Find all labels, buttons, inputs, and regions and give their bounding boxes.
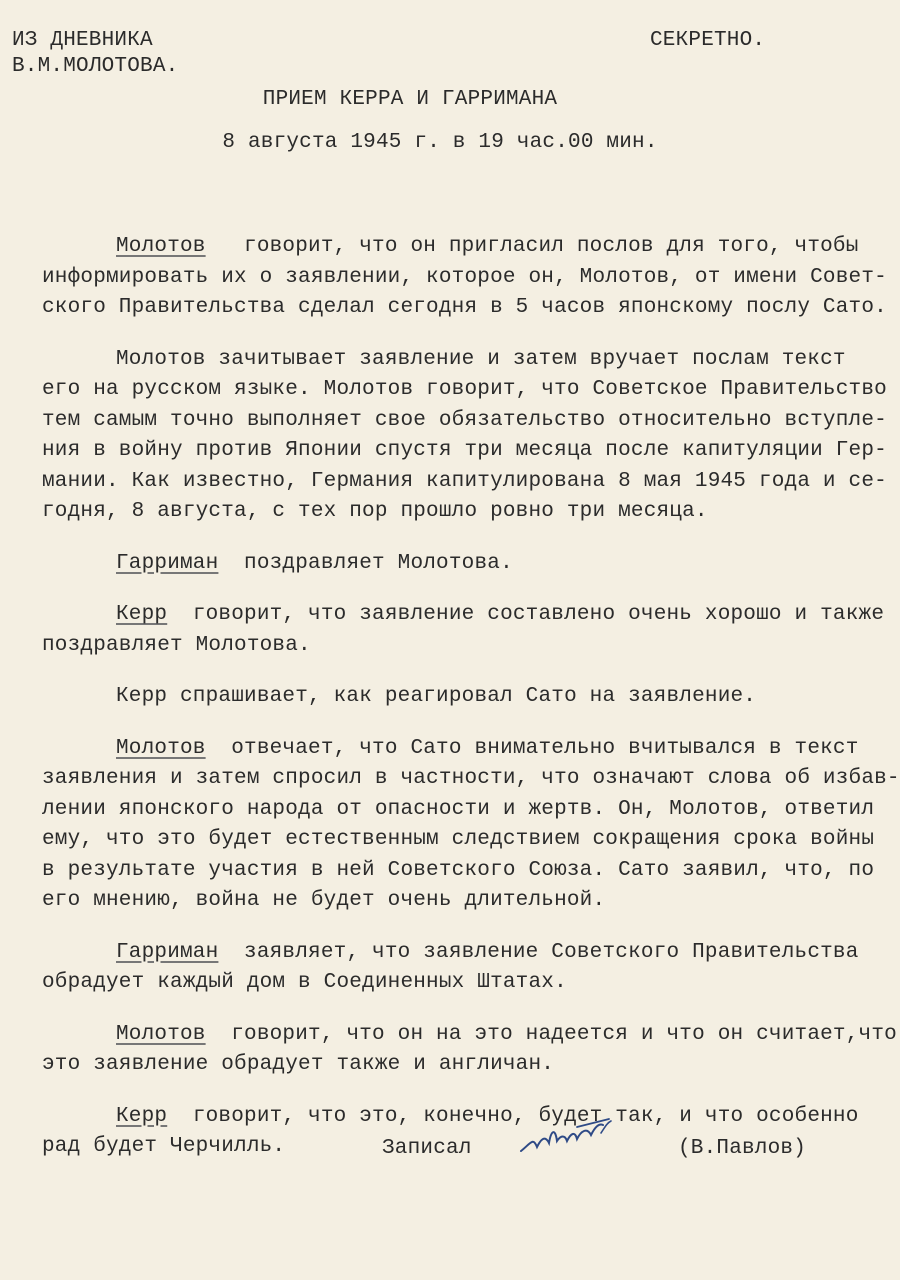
source-line-1: ИЗ ДНЕВНИКА <box>12 29 153 52</box>
paragraph-line <box>42 968 872 999</box>
meeting-datetime: 8 августа 1945 г. в 19 час.00 мин. <box>222 131 658 154</box>
line-text: его на русском языке. Молотов говорит, что Советское Правительство <box>42 378 887 401</box>
handwritten-signature-icon <box>517 1113 617 1163</box>
paragraph <box>42 549 872 580</box>
line-text: ского Правительства сделал сегодня в 5 часов японскому послу Сато. <box>42 296 887 319</box>
line-text: заявляет, что заявление Советского Правительства <box>218 940 859 964</box>
paragraph-line <box>42 497 872 528</box>
paragraph <box>42 345 887 528</box>
paragraph-line <box>42 375 887 406</box>
speaker-name: Молотов <box>116 235 206 258</box>
line-text: его мнению, война не будет очень длительной. <box>42 889 606 912</box>
paragraph-line <box>42 938 872 969</box>
paragraph-line <box>42 1050 872 1081</box>
line-text: тем самым точно выполняет свое обязательство относительно вступле- <box>42 408 887 432</box>
paragraph-line <box>42 886 872 917</box>
line-text: это заявление обрадует также и англичан. <box>42 1053 555 1076</box>
paragraph-line <box>42 467 887 498</box>
paragraph-line <box>42 631 872 662</box>
document-title: ПРИЕМ КЕРРА И ГАРРИМАНА <box>262 88 558 111</box>
paragraph <box>42 1020 897 1081</box>
line-text: в результате участия в ней Советского Союза. Сато заявил, что, по <box>42 858 875 882</box>
recorder-name: (В.Павлов) <box>678 1137 807 1160</box>
line-text: информировать их о заявлении, которое он, Молотов, от имени Совет- <box>42 265 887 289</box>
speaker-name: Керр <box>116 603 168 626</box>
document-body <box>42 232 900 1184</box>
line-text: отвечает, что Сато внимательно вчитывался в текст <box>205 736 859 760</box>
paragraph-line <box>42 734 872 765</box>
paragraph <box>42 232 887 324</box>
line-text: рад будет Черчилль. <box>42 1135 286 1158</box>
paragraph-line <box>42 600 885 631</box>
line-text: поздравляет Молотова. <box>42 633 311 657</box>
speaker-name: Молотов <box>116 1022 206 1046</box>
line-text: Молотов зачитывает заявление и затем вручает послам текст <box>116 347 846 371</box>
line-text: ему, что это будет естественным следствием сокращения срока войны <box>42 828 875 851</box>
paragraph <box>42 600 885 661</box>
line-text: Керр спрашивает, как реагировал Сато на заявление. <box>116 685 757 708</box>
paragraph-line <box>42 825 875 856</box>
paragraph-line <box>42 232 872 263</box>
paragraph-line <box>42 263 887 294</box>
paragraph-line <box>42 764 900 795</box>
line-text: поздравляет Молотова. <box>218 551 513 575</box>
recorded-by-label: Записал <box>382 1137 472 1160</box>
line-text: ния в войну против Японии спустя три месяца после капитуляции Гер- <box>42 439 887 462</box>
line-text: говорит, что он на это надеется и что он считает,что <box>205 1022 897 1046</box>
classification-stamp: СЕКРЕТНО. <box>650 29 766 52</box>
speaker-name: Гарриман <box>116 940 219 964</box>
paragraph-line <box>42 549 872 580</box>
speaker-name: Молотов <box>116 736 206 760</box>
signature-block <box>382 1135 822 1175</box>
paragraph-line <box>42 856 875 887</box>
line-text: мании. Как известно, Германия капитулирована 8 мая 1945 года и се- <box>42 469 887 493</box>
line-text: заявления и затем спросил в частности, что означают слова об избав- <box>42 767 900 790</box>
paragraph <box>42 682 872 713</box>
paragraph-line <box>42 436 887 467</box>
paragraph-line <box>42 682 872 713</box>
paragraph <box>42 938 872 999</box>
paragraph-line <box>42 293 887 324</box>
paragraph-line <box>42 406 887 437</box>
line-text: говорит, что заявление составлено очень хорошо и также <box>167 603 885 626</box>
paragraph <box>42 734 900 917</box>
source-line-2: В.М.МОЛОТОВА. <box>12 55 179 78</box>
line-text: говорит, что он пригласил послов для того, чтобы <box>205 235 859 258</box>
speaker-name: Керр <box>116 1104 168 1128</box>
line-text: годня, 8 августа, с тех пор прошло ровно три месяца. <box>42 500 708 523</box>
paragraph-line <box>42 1102 872 1133</box>
speaker-name: Гарриман <box>116 551 219 575</box>
line-text: лении японского народа от опасности и жертв. Он, Молотов, ответил <box>42 797 875 821</box>
paragraph-line <box>42 345 872 376</box>
paragraph-line <box>42 1020 897 1051</box>
document-source <box>12 28 178 80</box>
line-text: обрадует каждый дом в Соединенных Штатах. <box>42 971 567 994</box>
paragraph-line <box>42 795 875 826</box>
line-text: говорит, что это, конечно, будет так, и что особенно <box>167 1104 859 1128</box>
